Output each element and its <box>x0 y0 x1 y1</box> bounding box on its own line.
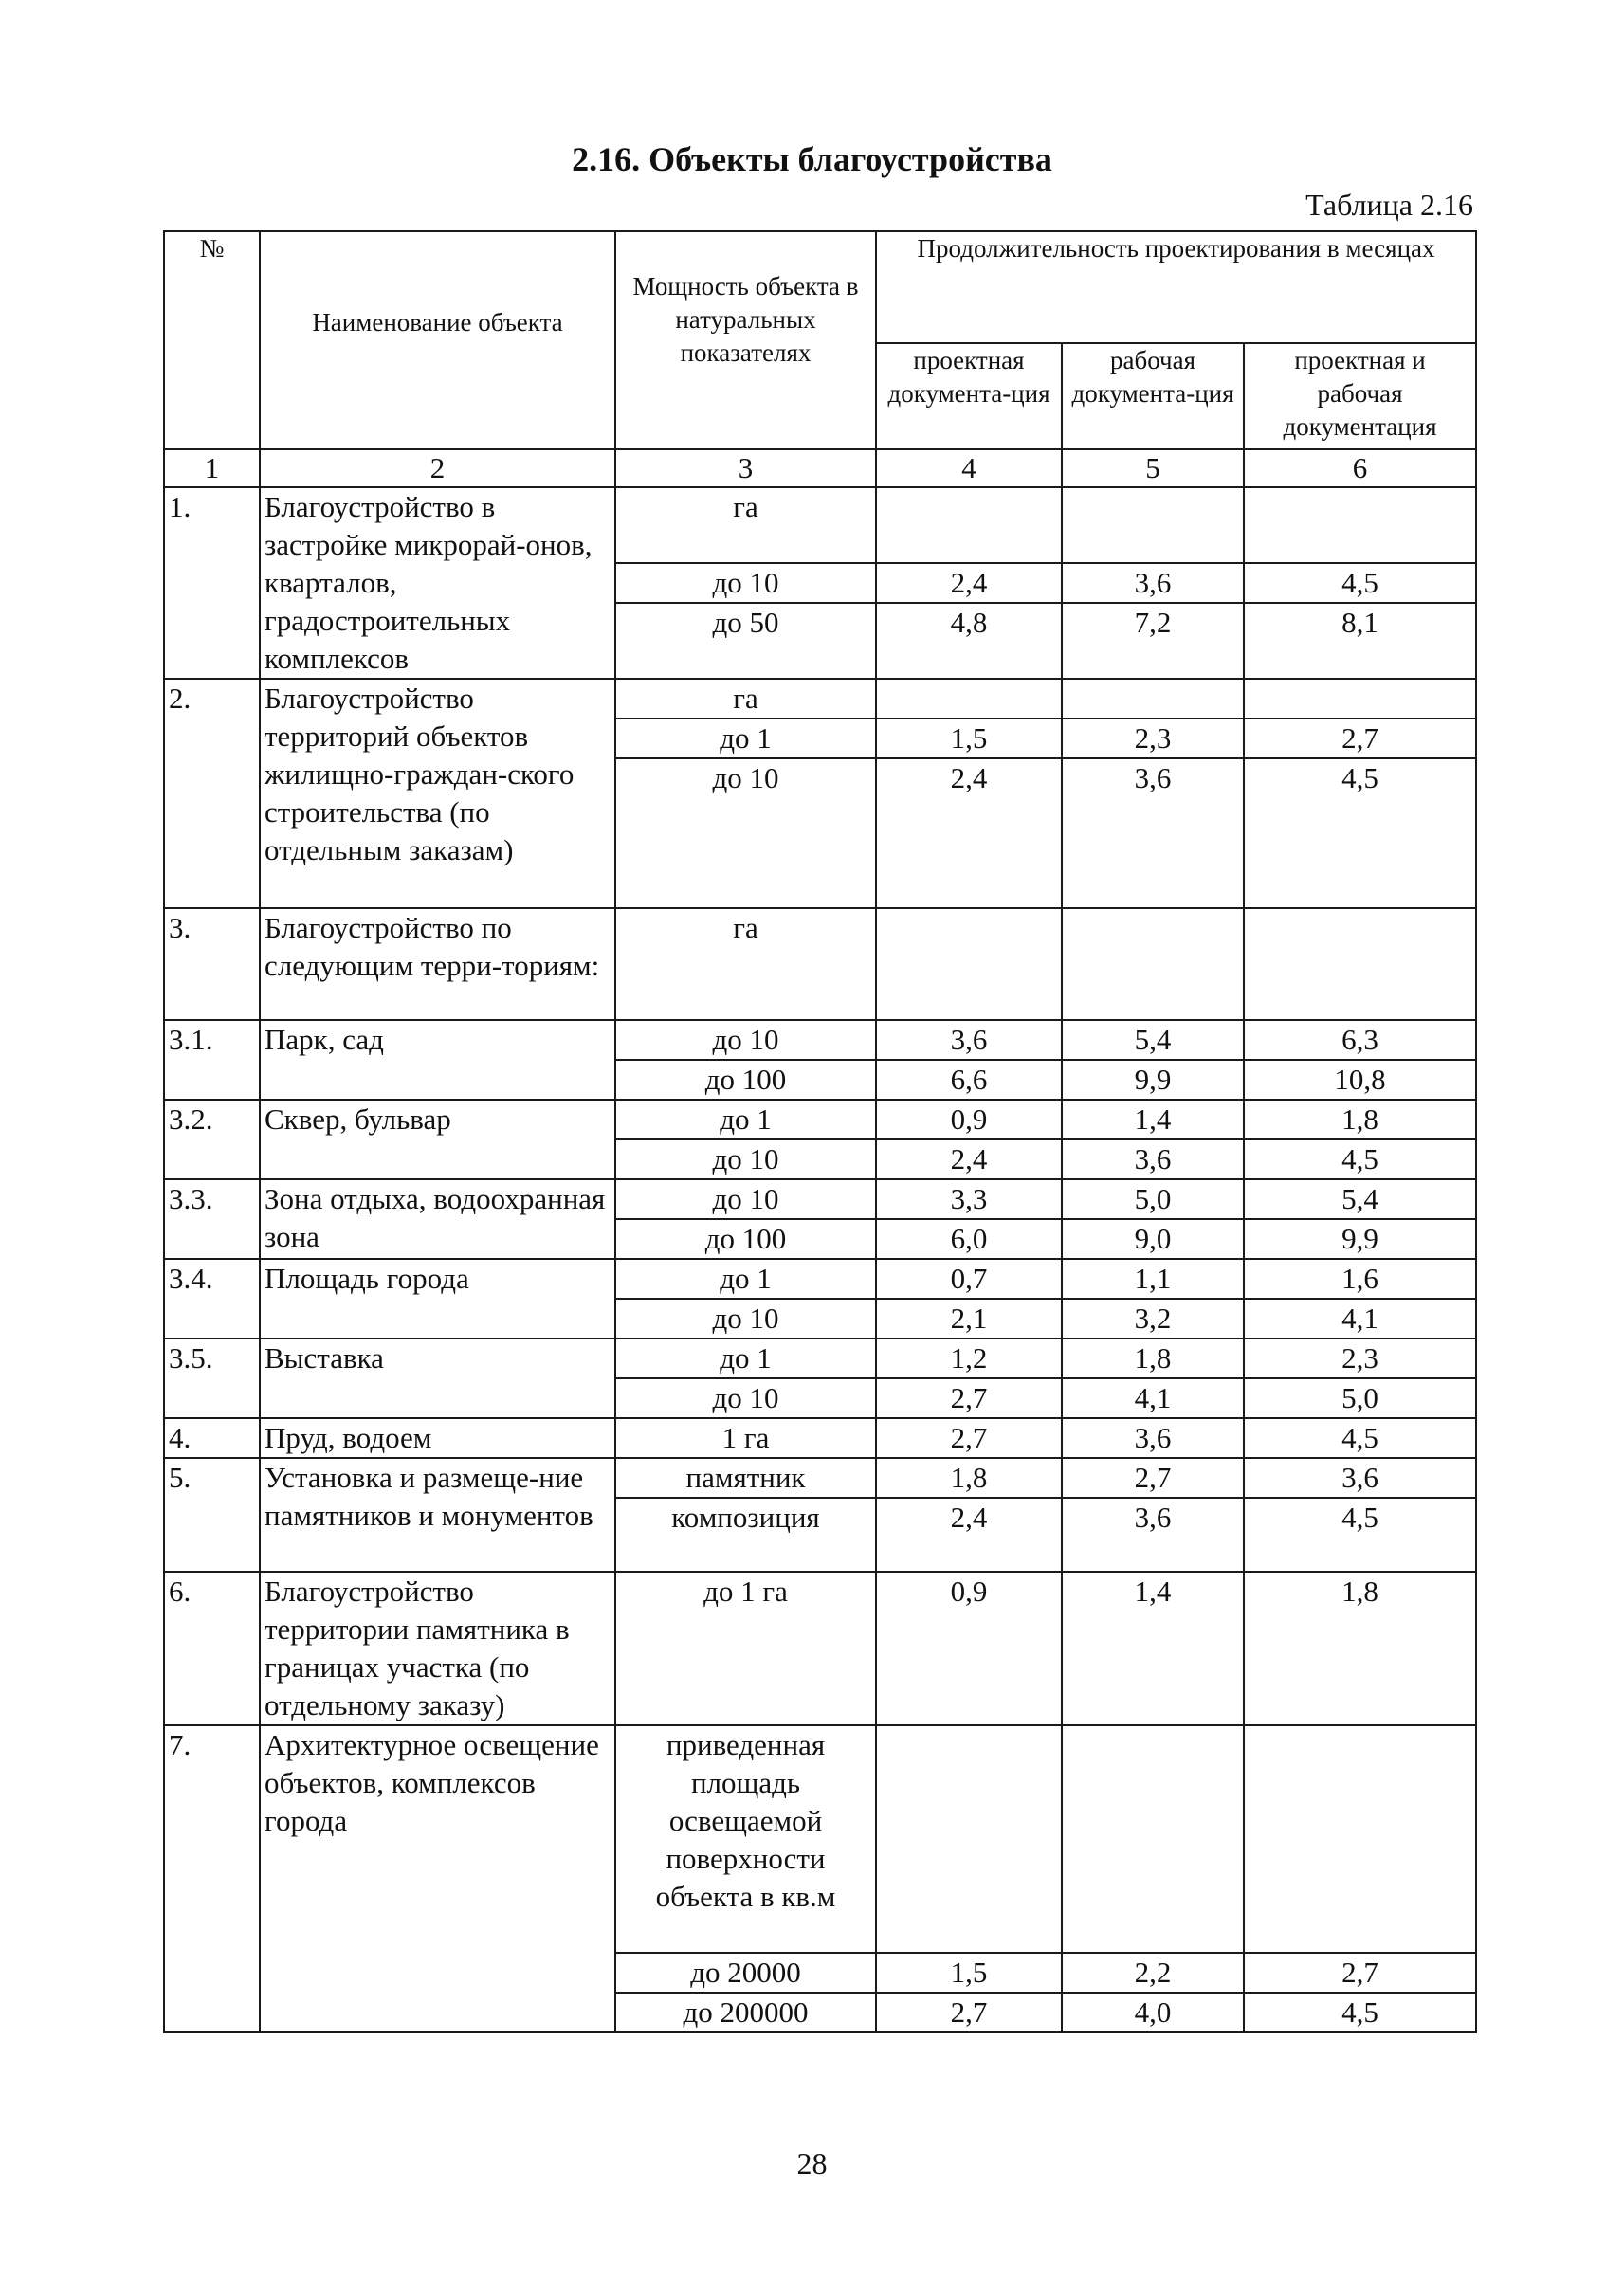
full-docs-cell: 4,5 <box>1244 758 1476 908</box>
project-docs-cell: 3,6 <box>876 1020 1062 1060</box>
capacity-cell: до 1 га <box>615 1572 876 1725</box>
working-docs-cell: 9,9 <box>1062 1060 1244 1100</box>
capacity-cell: композиция <box>615 1498 876 1572</box>
capacity-cell: до 200000 <box>615 1993 876 2032</box>
capacity-cell: до 20000 <box>615 1953 876 1993</box>
object-name: Пруд, водоем <box>260 1418 615 1458</box>
row-number: 3.4. <box>164 1259 260 1339</box>
capacity-cell: памятник <box>615 1458 876 1498</box>
row-number: 3.2. <box>164 1100 260 1179</box>
working-docs-cell: 9,0 <box>1062 1219 1244 1259</box>
capacity-cell: до 10 <box>615 1139 876 1179</box>
header-working-docs: рабочая документа-ция <box>1062 343 1244 449</box>
working-docs-cell: 4,0 <box>1062 1993 1244 2032</box>
table-row <box>164 1100 1476 1139</box>
full-docs-cell: 4,5 <box>1244 563 1476 603</box>
capacity-cell: до 10 <box>615 563 876 603</box>
full-docs-cell: 4,1 <box>1244 1299 1476 1339</box>
object-name: Выставка <box>260 1339 615 1418</box>
project-docs-cell: 2,4 <box>876 563 1062 603</box>
full-docs-cell: 4,5 <box>1244 1498 1476 1572</box>
project-docs-cell <box>876 679 1062 719</box>
column-number-row <box>164 449 1476 487</box>
working-docs-cell: 1,8 <box>1062 1339 1244 1378</box>
table-row <box>164 1458 1476 1498</box>
capacity-cell: 1 га <box>615 1418 876 1458</box>
object-name: Парк, сад <box>260 1020 615 1100</box>
full-docs-cell <box>1244 487 1476 563</box>
working-docs-cell: 3,6 <box>1062 563 1244 603</box>
column-number: 1 <box>164 449 260 487</box>
project-docs-cell: 1,2 <box>876 1339 1062 1378</box>
row-number: 7. <box>164 1725 260 2032</box>
working-docs-cell: 3,6 <box>1062 1498 1244 1572</box>
working-docs-cell <box>1062 908 1244 1020</box>
table-label: Таблица 2.16 <box>1305 188 1473 222</box>
column-number: 4 <box>876 449 1062 487</box>
project-docs-cell: 1,5 <box>876 719 1062 758</box>
row-number: 3.5. <box>164 1339 260 1418</box>
row-number: 3.1. <box>164 1020 260 1100</box>
full-docs-cell: 9,9 <box>1244 1219 1476 1259</box>
page-number: 28 <box>796 2146 828 2180</box>
row-number: 5. <box>164 1458 260 1572</box>
table-row <box>164 1020 1476 1060</box>
column-number: 3 <box>615 449 876 487</box>
capacity-cell: до 10 <box>615 758 876 908</box>
header-capacity: Мощность объекта в натуральных показателях <box>615 231 876 449</box>
full-docs-cell <box>1244 679 1476 719</box>
working-docs-cell <box>1062 1725 1244 1953</box>
capacity-cell: до 50 <box>615 603 876 679</box>
capacity-cell: га <box>615 908 876 1020</box>
project-docs-cell <box>876 1725 1062 1953</box>
project-docs-cell: 3,3 <box>876 1179 1062 1219</box>
column-number: 6 <box>1244 449 1476 487</box>
full-docs-cell: 1,8 <box>1244 1100 1476 1139</box>
header-project-and-working-docs: проектная и рабочая документация <box>1244 343 1476 449</box>
full-docs-cell: 5,4 <box>1244 1179 1476 1219</box>
header-number: № <box>164 231 260 449</box>
capacity-cell: до 10 <box>615 1378 876 1418</box>
capacity-cell: до 1 <box>615 1100 876 1139</box>
project-docs-cell: 0,7 <box>876 1259 1062 1299</box>
object-name: Благоустройство территории памятника в границах участка (по отдельному заказу) <box>260 1572 615 1725</box>
project-docs-cell: 6,0 <box>876 1219 1062 1259</box>
row-number: 4. <box>164 1418 260 1458</box>
capacity-cell: до 100 <box>615 1219 876 1259</box>
table-row <box>164 1179 1476 1219</box>
project-docs-cell: 0,9 <box>876 1100 1062 1139</box>
object-name: Сквер, бульвар <box>260 1100 615 1179</box>
full-docs-cell: 5,0 <box>1244 1378 1476 1418</box>
design-duration-table <box>163 230 1477 2033</box>
working-docs-cell: 1,4 <box>1062 1572 1244 1725</box>
column-number: 5 <box>1062 449 1244 487</box>
table-row <box>164 1339 1476 1378</box>
project-docs-cell: 2,4 <box>876 1139 1062 1179</box>
full-docs-cell: 3,6 <box>1244 1458 1476 1498</box>
object-name: Благоустройство по следующим терри-ториям: <box>260 908 615 1020</box>
project-docs-cell: 2,7 <box>876 1418 1062 1458</box>
working-docs-cell: 3,2 <box>1062 1299 1244 1339</box>
working-docs-cell: 2,2 <box>1062 1953 1244 1993</box>
capacity-cell: до 10 <box>615 1020 876 1060</box>
working-docs-cell: 2,7 <box>1062 1458 1244 1498</box>
object-name: Благоустройство в застройке микрорай-онов, кварталов, градостроительных комплексов <box>260 487 615 679</box>
header-duration: Продолжительность проектирования в месяцах <box>876 231 1476 343</box>
table-row <box>164 1572 1476 1725</box>
full-docs-cell: 4,5 <box>1244 1139 1476 1179</box>
project-docs-cell: 2,7 <box>876 1378 1062 1418</box>
row-number: 6. <box>164 1572 260 1725</box>
full-docs-cell: 1,6 <box>1244 1259 1476 1299</box>
full-docs-cell <box>1244 1725 1476 1953</box>
capacity-cell: га <box>615 487 876 563</box>
project-docs-cell: 1,5 <box>876 1953 1062 1993</box>
working-docs-cell: 1,1 <box>1062 1259 1244 1299</box>
table-row <box>164 1418 1476 1458</box>
full-docs-cell: 2,7 <box>1244 1953 1476 1993</box>
capacity-cell: до 10 <box>615 1299 876 1339</box>
table-row <box>164 679 1476 719</box>
working-docs-cell <box>1062 487 1244 563</box>
capacity-cell: до 1 <box>615 1259 876 1299</box>
working-docs-cell: 2,3 <box>1062 719 1244 758</box>
working-docs-cell: 5,0 <box>1062 1179 1244 1219</box>
capacity-cell: до 1 <box>615 1339 876 1378</box>
capacity-cell: до 10 <box>615 1179 876 1219</box>
table-row <box>164 1259 1476 1299</box>
working-docs-cell: 3,6 <box>1062 758 1244 908</box>
working-docs-cell: 3,6 <box>1062 1139 1244 1179</box>
full-docs-cell: 6,3 <box>1244 1020 1476 1060</box>
object-name: Площадь города <box>260 1259 615 1339</box>
full-docs-cell: 4,5 <box>1244 1418 1476 1458</box>
header-project-docs: проектная документа-ция <box>876 343 1062 449</box>
working-docs-cell: 5,4 <box>1062 1020 1244 1060</box>
object-name: Зона отдыха, водоохранная зона <box>260 1179 615 1259</box>
row-number: 3. <box>164 908 260 1020</box>
row-number: 3.3. <box>164 1179 260 1259</box>
column-number: 2 <box>260 449 615 487</box>
header-object-name: Наименование объекта <box>260 231 615 449</box>
row-number: 1. <box>164 487 260 679</box>
table-row <box>164 487 1476 563</box>
working-docs-cell: 4,1 <box>1062 1378 1244 1418</box>
working-docs-cell: 3,6 <box>1062 1418 1244 1458</box>
capacity-cell: га <box>615 679 876 719</box>
full-docs-cell: 1,8 <box>1244 1572 1476 1725</box>
capacity-cell: приведенная площадь освещаемой поверхности объекта в кв.м <box>615 1725 876 1953</box>
project-docs-cell: 2,1 <box>876 1299 1062 1339</box>
table-row <box>164 1725 1476 1953</box>
capacity-cell: до 1 <box>615 719 876 758</box>
working-docs-cell: 1,4 <box>1062 1100 1244 1139</box>
object-name: Установка и размеще-ние памятников и монументов <box>260 1458 615 1572</box>
full-docs-cell: 2,7 <box>1244 719 1476 758</box>
working-docs-cell <box>1062 679 1244 719</box>
project-docs-cell: 2,4 <box>876 758 1062 908</box>
table-body <box>164 487 1476 2032</box>
project-docs-cell: 6,6 <box>876 1060 1062 1100</box>
project-docs-cell: 0,9 <box>876 1572 1062 1725</box>
project-docs-cell: 2,4 <box>876 1498 1062 1572</box>
project-docs-cell <box>876 487 1062 563</box>
full-docs-cell: 8,1 <box>1244 603 1476 679</box>
working-docs-cell: 7,2 <box>1062 603 1244 679</box>
full-docs-cell <box>1244 908 1476 1020</box>
object-name: Благоустройство территорий объектов жилищно-граждан-ского строительства (по отдельным заказам) <box>260 679 615 908</box>
capacity-cell: до 100 <box>615 1060 876 1100</box>
full-docs-cell: 4,5 <box>1244 1993 1476 2032</box>
row-number: 2. <box>164 679 260 908</box>
object-name: Архитектурное освещение объектов, комплексов города <box>260 1725 615 2032</box>
project-docs-cell: 2,7 <box>876 1993 1062 2032</box>
full-docs-cell: 10,8 <box>1244 1060 1476 1100</box>
full-docs-cell: 2,3 <box>1244 1339 1476 1378</box>
project-docs-cell: 4,8 <box>876 603 1062 679</box>
table-row <box>164 908 1476 1020</box>
section-title: 2.16. Объекты благоустройства <box>572 140 1052 178</box>
project-docs-cell: 1,8 <box>876 1458 1062 1498</box>
project-docs-cell <box>876 908 1062 1020</box>
